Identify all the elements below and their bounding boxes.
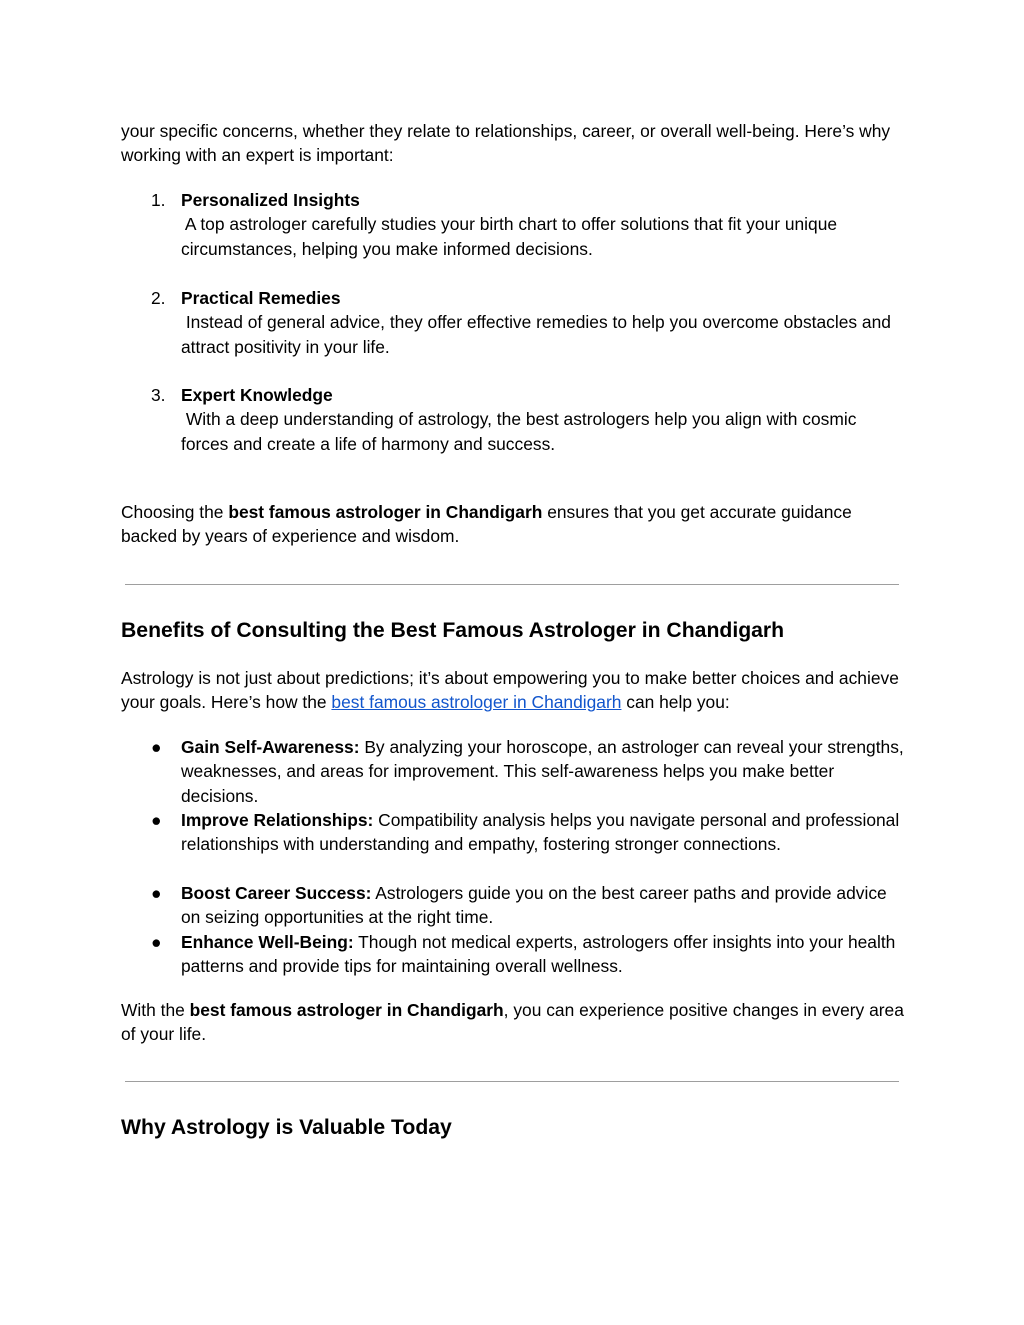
list-item-title: Enhance Well-Being: [181, 932, 354, 952]
list-item-body: Instead of general advice, they offer effective remedies to help you overcome obstacles and attract positivity in your life. [181, 312, 891, 357]
list-number: 3. [151, 385, 166, 405]
list-item-title: Practical Remedies [181, 288, 341, 308]
list-number: 1. [151, 190, 166, 210]
list-item-title: Gain Self-Awareness: [181, 737, 360, 757]
list-item-content: Improve Relationships: Compatibility analysis helps you navigate personal and professional relationships with understanding and empathy, fostering stronger connections. [181, 810, 900, 855]
list-item-title: Boost Career Success: [181, 883, 372, 903]
list-item-title: Expert Knowledge [181, 385, 333, 405]
intro-paragraph: your specific concerns, whether they relate to relationships, career, or overall well-being. Here’s why working with an expert is important: [121, 121, 891, 166]
list-item-body: A top astrologer carefully studies your birth chart to offer solutions that fit your unique circumstances, helping you make informed decisions. [181, 214, 838, 259]
list-item-content: Gain Self-Awareness: By analyzing your horoscope, an astrologer can reveal your strengths, weaknesses, and areas for improvement. This self-awareness helps you make better decisions. [181, 737, 904, 806]
choosing-paragraph: Choosing the best famous astrologer in Chandigarh ensures that you get accurate guidance backed by years of experience and wisdom. [121, 502, 852, 547]
list-item-content: Boost Career Success: Astrologers guide you on the best career paths and provide advice on seizing opportunities at the right time. [181, 883, 887, 928]
bullet-icon: ● [151, 737, 162, 757]
list-item-title: Personalized Insights [181, 190, 360, 210]
list-item-content [181, 383, 906, 456]
list-number: 2. [151, 288, 166, 308]
list-item-title: Improve Relationships: [181, 810, 374, 830]
closing-paragraph: With the best famous astrologer in Chandigarh, you can experience positive changes in every area of your life. [121, 1000, 904, 1045]
list-item-body: With a deep understanding of astrology, the best astrologers help you align with cosmic forces and create a life of harmony and success. [181, 409, 857, 454]
bullet-icon: ● [151, 932, 162, 952]
section-heading-benefits: Benefits of Consulting the Best Famous Astrologer in Chandigarh [121, 619, 785, 642]
emphasis-text: best famous astrologer in Chandigarh [189, 1000, 504, 1020]
benefits-intro-paragraph: Astrology is not just about predictions; it’s about empowering you to make better choices and achieve your goals. Here’s how the best famous astrologer in Chandigarh can help you: [121, 668, 899, 713]
astrologer-link[interactable]: best famous astrologer in Chandigarh [331, 692, 622, 713]
section-heading-why-astrology: Why Astrology is Valuable Today [121, 1116, 452, 1139]
horizontal-rule [125, 1081, 899, 1082]
horizontal-rule [125, 584, 899, 585]
emphasis-text: best famous astrologer in Chandigarh [228, 502, 543, 522]
bullet-icon: ● [151, 883, 162, 903]
bullet-icon: ● [151, 810, 162, 830]
list-item-content [181, 188, 906, 261]
list-item-content: Enhance Well-Being: Though not medical experts, astrologers offer insights into your health patterns and provide tips for maintaining overall wellness. [181, 932, 896, 977]
list-item-content [181, 286, 906, 359]
